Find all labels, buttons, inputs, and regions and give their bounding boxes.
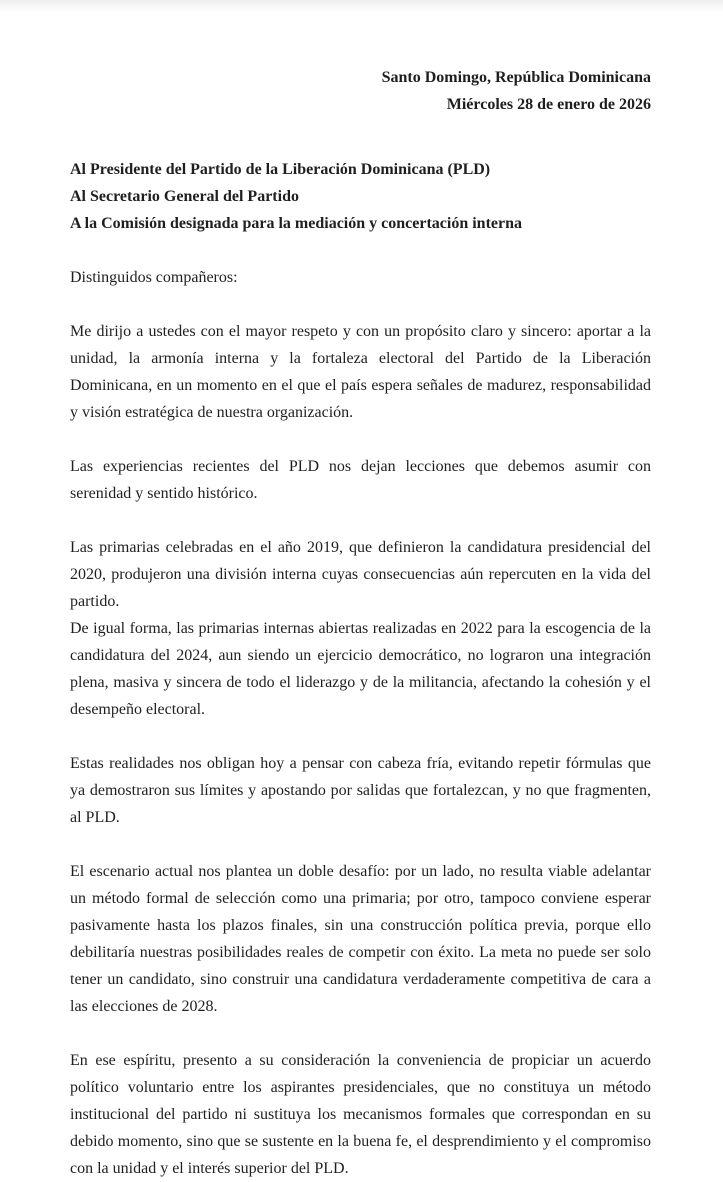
recipient-line-commission: A la Comisión designada para la mediación y concertación interna [70,215,522,232]
body-paragraph: En ese espíritu, presento a su consideración la conveniencia de propiciar un acuerdo político voluntario entre los aspirantes presidenciales, que no constituya un método institucional del partido ni sustituya los mecanismos formales que correspondan en su debido momento, sino que se sustente en la buena fe, el desprendimiento y el compromiso con la unidad y el interés superior del PLD. [70,1052,651,1177]
recipient-line-president: Al Presidente del Partido de la Liberación Dominicana (PLD) [70,161,491,178]
body-paragraph: Las experiencias recientes del PLD nos dejan lecciones que debemos asumir con serenidad y sentido histórico. [70,458,651,502]
body-paragraph: El escenario actual nos plantea un doble desafío: por un lado, no resulta viable adelantar un método formal de selección como una primaria; por otro, tampoco conviene esperar pasivamente hasta los plazos finales, sin una construcción política previa, porque ello debilitaría nuestras posibilidades reales de competir con éxito. La meta no puede ser solo tener un candidato, sino construir una candidatura verdaderamente competitiva de cara a las elecciones de 2028. [70,863,651,1015]
body-paragraph: De igual forma, las primarias internas abiertas realizadas en 2022 para la escogencia de la candidatura del 2024, aun siendo un ejercicio democrático, no lograron una integración plena, masiva y sincera de todo el liderazgo y de la militancia, afectando la cohesión y el desempeño electoral. [70,620,651,718]
body-paragraph: Las primarias celebradas en el año 2019, que definieron la candidatura presidencial del 2020, produjeron una división interna cuyas consecuencias aún repercuten en la vida del partido. [70,539,651,610]
recipient-line-secretary: Al Secretario General del Partido [70,188,299,205]
dateline-date: Miércoles 28 de enero de 2026 [446,96,651,113]
dateline-place: Santo Domingo, República Dominicana [381,69,651,86]
recipients-block [70,156,651,237]
body-paragraph: Estas realidades nos obligan hoy a pensar con cabeza fría, evitando repetir fórmulas que ya demostraron sus límites y apostando por salidas que fortalezcan, y no que fragmenten, al PLD. [70,755,651,826]
body-paragraph: Me dirijo a ustedes con el mayor respeto y con un propósito claro y sincero: aportar a la unidad, la armonía interna y la fortaleza electoral del Partido de la Liberación Dominicana, en un momento en el que el país espera señales de madurez, responsabilidad y visión estratégica de nuestra organización. [70,323,651,421]
letter-body [70,318,651,1182]
dateline-block [70,64,651,118]
salutation: Distinguidos compañeros: [70,269,238,286]
